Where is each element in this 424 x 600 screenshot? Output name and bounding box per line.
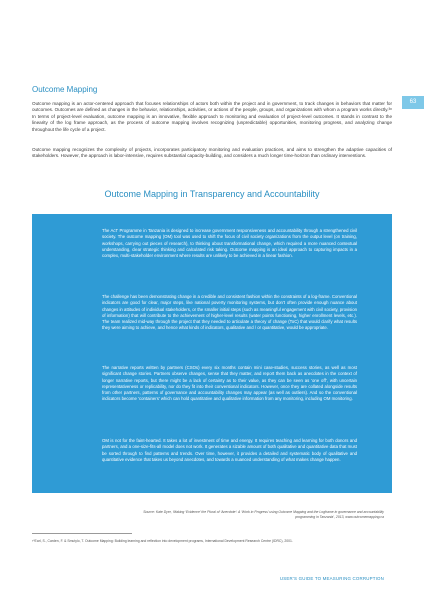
section-heading: Outcome Mapping: [32, 85, 98, 94]
intro-paragraph: Outcome mapping is an actor-centered approach that focuses relationships of actors both within the project and in government, to track changes in behaviors that matter for outcomes. Outcomes are defined as changes in the behavior, relationships, activities, or actions of the people, groups, and organizations with whom a program works directly.³⁸ In terms of project-level evaluation, outcome mapping is an innovative, flexible approach to monitoring and evaluation of project-level outcomes. It stands in contrast to the linearity of the log frame approach, as the process of outcome mapping involves recognizing (unpredictable) opportunities, monitoring progress, and analyzing change throughout the life cycle of a project.: [32, 101, 392, 132]
box-title: Outcome Mapping in Transparency and Accountability: [104, 189, 320, 199]
box-paragraph: The challenge has been demonstrating change in a credible and consistent fashion within the constraints of a log-frame. Conventional indicators are good for clear, major steps, like national poverty monitoring systems, but don’t often provide enough nuance about changes in attitudes of individual stakeholders, or the smaller initial steps (such as meaningful engagement with civil society, provision of information) that will contribute to the achievement of higher-level results (water points functioning, higher enrollment levels, etc.). The team realized mid-way through the project that they needed to articulate a theory of change (ToC) that would clarify what results they were aiming to achieve, and hence what kinds of indicators, qualitative and / or quantitative, would be appropriate.: [102, 294, 357, 331]
box-paragraph: The AcT Programme in Tanzania is designed to increase government responsiveness and accountability through a strengthened civil society. The outcome mapping (OM) tool was used to shift the focus of civil society organizations from the output level (on training, workshops, carrying out pieces of research), to thinking about transformational change, which required a more nuanced contextual understanding, clear strategic thinking and calculated risk taking. Outcome mapping is an ideal approach to capturing impacts in a complex, multi-stakeholder environment where results are unlikely to be achieved in a linear fashion.: [102, 228, 357, 259]
running-footer: USER’S GUIDE TO MEASURING CORRUPTION: [279, 576, 384, 581]
box-paragraph: The narrative reports written by partners (CSOs) every six months contain mini case-studies, success stories, as well as most significant change stories. Partners observe changes, sense that they matter, and report them back as anecdotes in the context of longer narrative reports, but there might be a lack of certainty as to their value, as they can be seen as ‘one off’, with uncertain representativeness or replicability, nor do they fit into their conventional indicators. However, once they are collated alongside results from other partners, patterns of governance and accountability changes may appear (as well as outliers). And so the conventional indicators become ‘containers’ which can hold quantitative and qualitative information from any monitoring, including OM monitoring.: [102, 365, 357, 402]
page-number: 63: [402, 96, 424, 109]
source-note: Source: Kate Dyer, ‘Making ‘Evidence’ the Plural of ‘Anecdote’: A ‘Work in Progress’ using Outcome Mapping and the Logframe in governance and accountability programming in Tanzania’, 2013, www.outcomemapping.ca: [143, 510, 384, 519]
intro-paragraph: Outcome mapping recognizes the complexity of projects, incorporates participatory monitoring and evaluation practices, and aims to strengthen the adaptive capacities of stakeholders. However, the approach is labor-intensive, requires substantial capacity-building, and considers a much longer time-horizon than ordinary interventions.: [32, 147, 392, 159]
box-paragraph: OM is not for the faint-hearted. It takes a lot of investment of time and energy. It requires teaching and learning for both donors and partners, and a one-size-fits-all model does not work. It generates a sizable amount of both qualitative and quantitative data that must be sorted through to find patterns and trends. Over time, however, it provides a detailed and systematic body of qualitative and quantitative evidence that takes us beyond anecdotes, and towards a nuanced understanding of what makes change happen.: [102, 438, 357, 462]
footnote: ³⁸Earl, S., Carden, F. & Smutylo, T. Outcome Mapping: Building learning and reflection into development programs, International Development Research Centre (IDRC), 2001.: [32, 539, 293, 543]
footnote-divider: [32, 533, 132, 534]
